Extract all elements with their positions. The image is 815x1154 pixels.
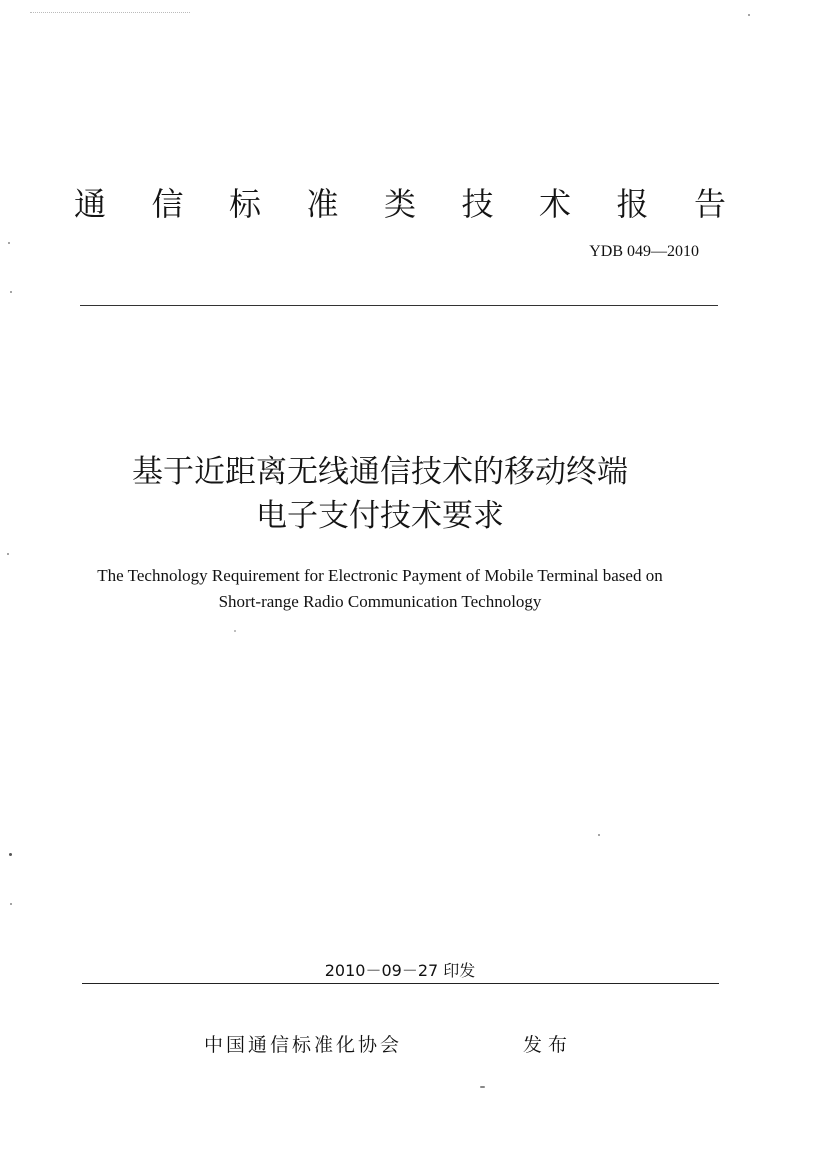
publish-action: 发布 xyxy=(523,1034,574,1056)
series-char: 术 xyxy=(538,185,571,223)
publisher-name: 中国通信标准化协会 xyxy=(204,1034,403,1056)
series-char: 信 xyxy=(151,185,184,223)
series-char: 告 xyxy=(693,185,726,223)
series-char: 技 xyxy=(461,185,494,223)
scan-speck xyxy=(598,834,600,836)
english-title-line-1: The Technology Requirement for Electronic Payment of Mobile Terminal based on xyxy=(97,566,663,585)
chinese-title xyxy=(0,450,760,538)
document-number: YDB 049—2010 xyxy=(589,243,699,260)
series-char: 准 xyxy=(306,185,339,223)
scan-speck xyxy=(480,1086,485,1088)
scan-artifact xyxy=(30,12,190,14)
scan-speck xyxy=(8,242,10,244)
scan-speck xyxy=(10,291,12,293)
issue-date: 2010－09－27 印发 xyxy=(324,961,476,980)
english-title-line-2: Short-range Radio Communication Technology xyxy=(218,592,542,611)
series-char: 通 xyxy=(73,185,106,223)
series-char: 类 xyxy=(383,185,416,223)
chinese-title-line-1: 基于近距离无线通信技术的移动终端 xyxy=(132,454,628,490)
scan-speck xyxy=(10,903,12,905)
scan-speck xyxy=(234,630,236,632)
series-char: 报 xyxy=(616,185,649,223)
chinese-title-line-2: 电子支付技术要求 xyxy=(256,498,504,534)
report-series-heading xyxy=(60,180,740,228)
header-divider xyxy=(80,305,718,306)
scan-speck xyxy=(748,14,750,16)
series-char: 标 xyxy=(228,185,261,223)
scan-speck xyxy=(9,853,12,856)
footer-divider xyxy=(82,983,719,984)
scan-speck xyxy=(7,553,9,555)
english-title xyxy=(0,563,760,615)
